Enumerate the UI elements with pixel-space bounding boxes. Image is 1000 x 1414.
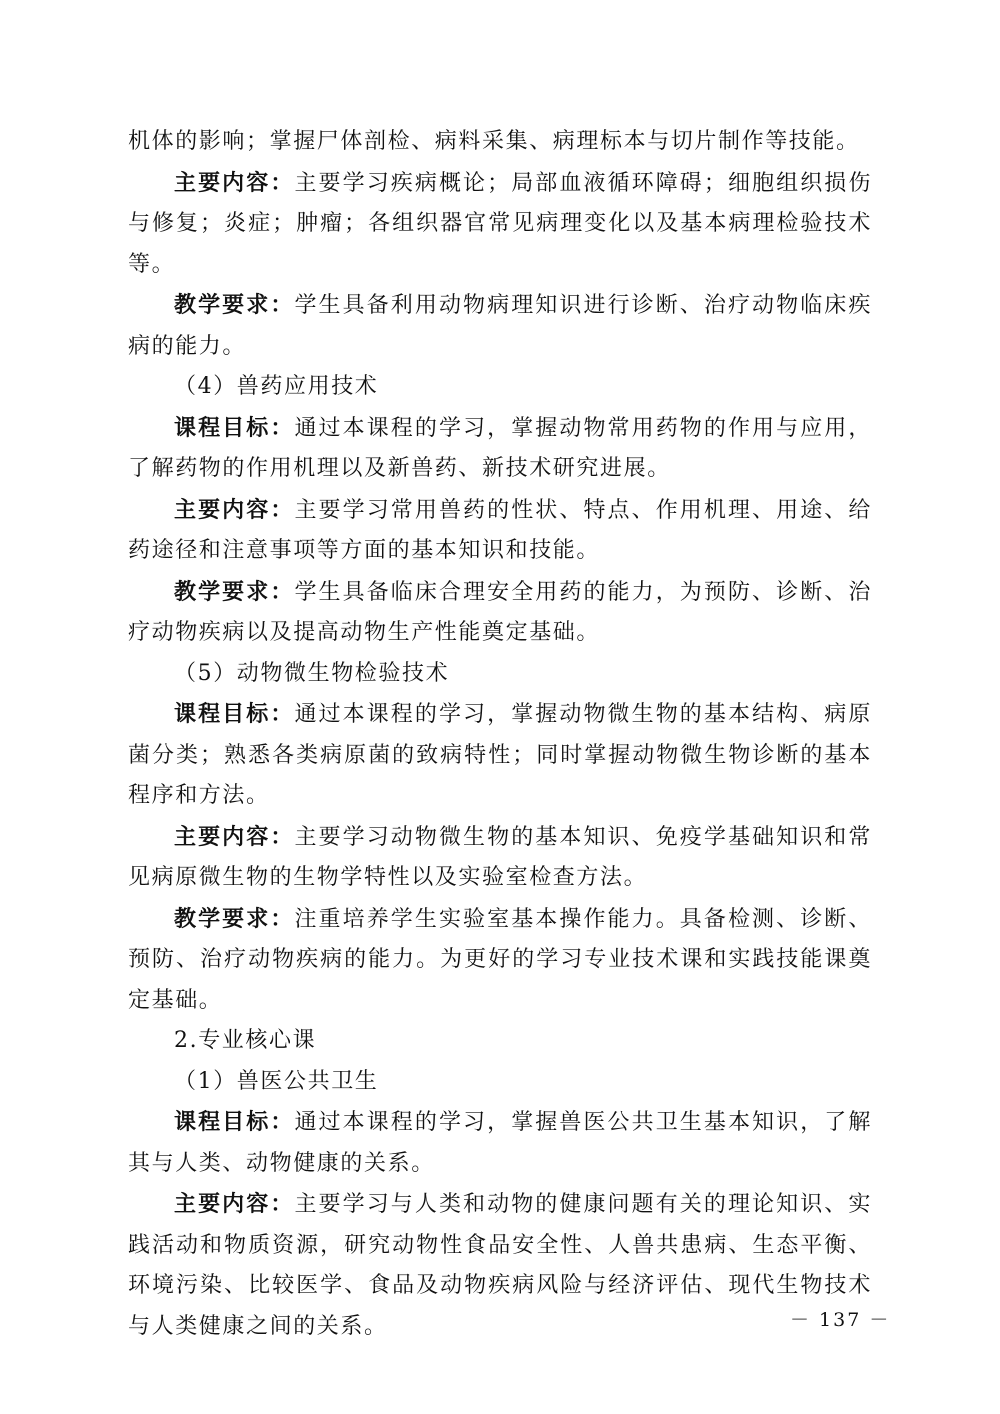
paragraph-text: 通过本课程的学习，掌握动物微生物的基本结构、病原菌分类；熟悉各类病原菌的致病特性；同时掌握动物微生物诊断的基本程序和方法。 [128, 702, 872, 808]
paragraph-label: 课程目标： [174, 1109, 295, 1135]
paragraph-label: 主要内容： [174, 823, 295, 850]
paragraph-label: 主要内容： [174, 1191, 295, 1217]
paragraph [128, 1102, 872, 1184]
paragraph-text: 主要学习疾病概论；局部血液循环障碍；细胞组织损伤与修复；炎症；肿瘤；各组织器官常见病理变化以及基本病理检验技术等。 [128, 170, 872, 277]
paragraph-label: 教学要求： [174, 578, 295, 605]
paragraph-label: 主要内容： [174, 169, 295, 196]
paragraph-text: 注重培养学生实验室基本操作能力。具备检测、诊断、预防、治疗动物疾病的能力。为更好的学习专业技术课和实践技能课奠定基础。 [128, 906, 872, 1013]
paragraph-text: （5）动物微生物检验技术 [174, 660, 450, 686]
paragraph-label: 课程目标： [174, 414, 295, 441]
paragraph [128, 408, 872, 490]
document-body [128, 122, 872, 1347]
paragraph-text: 学生具备利用动物病理知识进行诊断、治疗动物临床疾病的能力。 [128, 293, 872, 359]
section-heading [128, 1021, 872, 1062]
paragraph-text: （4）兽药应用技术 [174, 374, 379, 399]
paragraph-label: 教学要求： [174, 292, 295, 318]
paragraph [128, 572, 872, 654]
paragraph [128, 694, 872, 817]
paragraph-text: 2.专业核心课 [174, 1028, 317, 1053]
paragraph-text: 学生具备临床合理安全用药的能力，为预防、诊断、治疗动物疾病以及提高动物生产性能奠定基础。 [128, 579, 872, 645]
paragraph [128, 899, 872, 1022]
paragraph [128, 1184, 872, 1347]
paragraph-text: 通过本课程的学习，掌握动物常用药物的作用与应用，了解药物的作用机理以及新兽药、新技术研究进展。 [128, 415, 872, 481]
paragraph [128, 122, 872, 163]
paragraph-label: 教学要求： [174, 905, 295, 932]
subsection-heading [128, 1062, 872, 1103]
paragraph-label: 主要内容： [174, 496, 295, 523]
paragraph-text: 主要学习常用兽药的性状、特点、作用机理、用途、给药途径和注意事项等方面的基本知识和技能。 [128, 497, 872, 563]
paragraph-text: （1）兽医公共卫生 [174, 1068, 379, 1094]
subsection-heading [128, 367, 872, 408]
paragraph [128, 163, 872, 286]
paragraph-text: 机体的影响；掌握尸体剖检、病料采集、病理标本与切片制作等技能。 [128, 129, 860, 154]
paragraph [128, 285, 872, 367]
subsection-heading [128, 654, 872, 695]
paragraph-text: 主要学习动物微生物的基本知识、免疫学基础知识和常见病原微生物的生物学特性以及实验室检查方法。 [128, 824, 872, 890]
paragraph [128, 817, 872, 899]
paragraph-label: 课程目标： [174, 701, 295, 727]
paragraph [128, 490, 872, 572]
paragraph-text: 通过本课程的学习，掌握兽医公共卫生基本知识，了解其与人类、动物健康的关系。 [128, 1110, 872, 1176]
paragraph-text: 主要学习与人类和动物的健康问题有关的理论知识、实践活动和物质资源，研究动物性食品安全性、人兽共患病、生态平衡、环境污染、比较医学、食品及动物疾病风险与经济评估、现代生物技术与人类健康之间的关系。 [128, 1192, 872, 1339]
page-number: － 137 － [790, 1309, 891, 1331]
